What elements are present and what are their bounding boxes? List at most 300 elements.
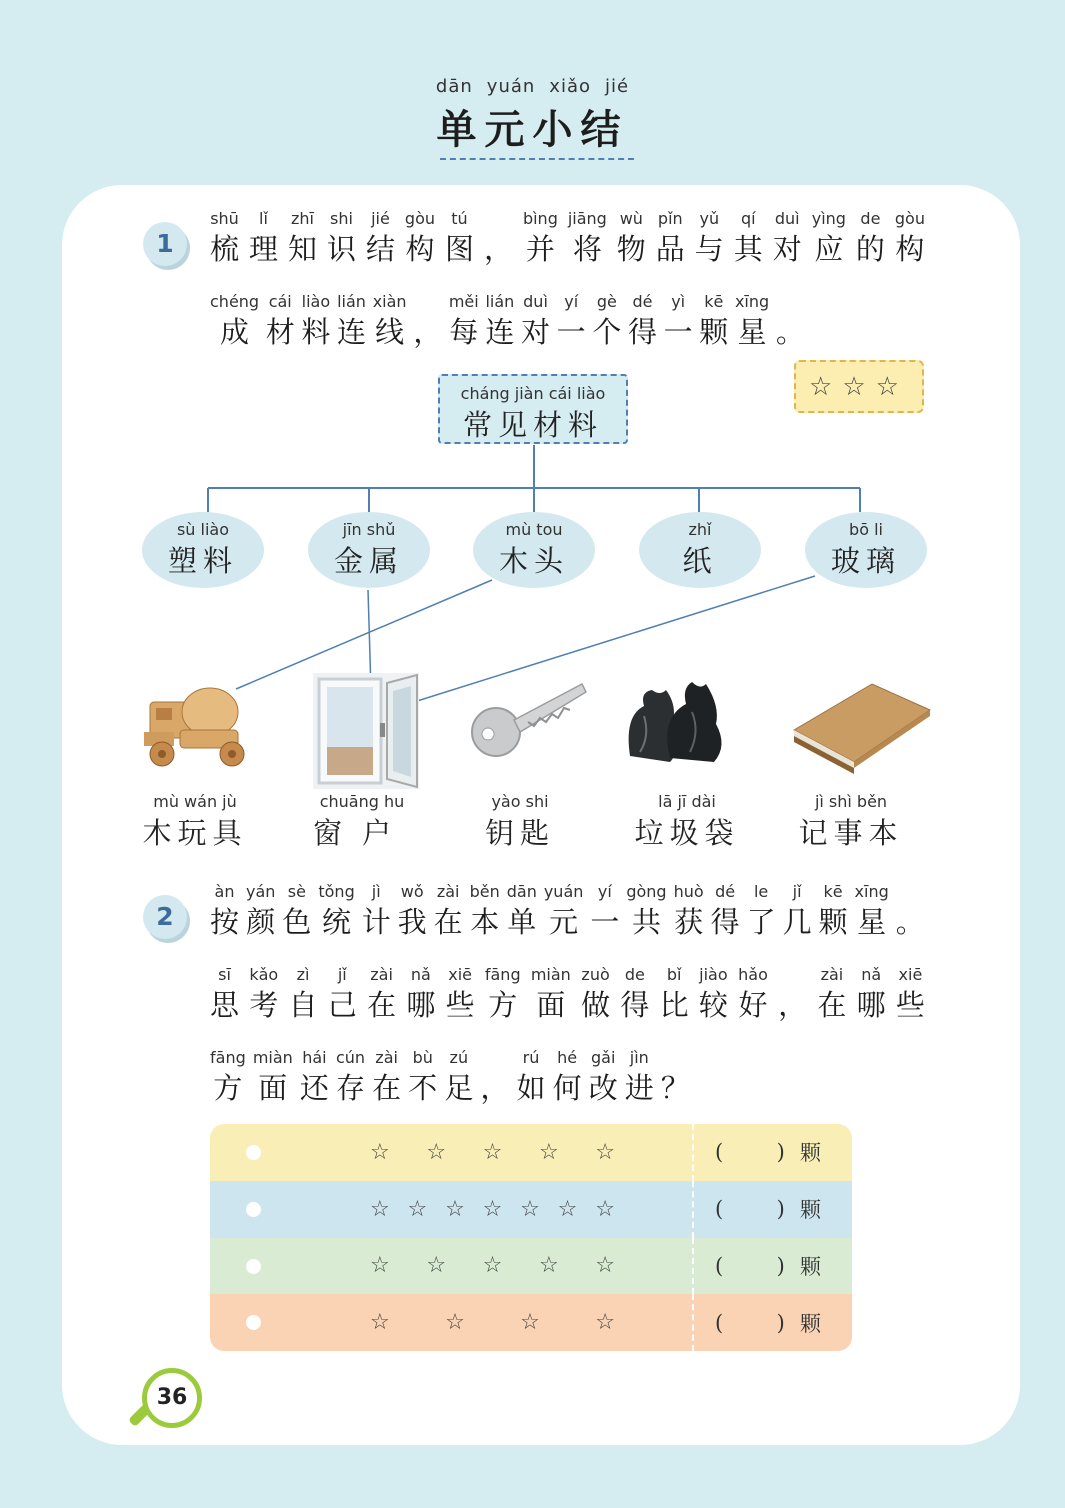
item-key [455, 792, 585, 852]
hanzi: 线 [375, 315, 405, 349]
pinyin: jǐ [337, 965, 347, 984]
title-pinyin-syllable: dān [435, 76, 473, 97]
hanzi: 连 [485, 315, 515, 349]
pinyin-char [485, 964, 521, 1024]
hanzi: 按 [210, 905, 240, 939]
pinyin: de [624, 965, 645, 984]
hanzi: 品 [655, 232, 685, 266]
material-glass[interactable] [805, 512, 927, 588]
pinyin: yí [564, 292, 579, 311]
count-unit: 颗 [800, 1254, 821, 1279]
pinyin-char [282, 881, 311, 941]
hanzi: 比 [659, 988, 689, 1022]
hanzi: 材 [265, 315, 295, 349]
hanzi: ？ [660, 1071, 690, 1105]
hanzi: 构 [895, 232, 925, 266]
hanzi: 足 [444, 1071, 474, 1105]
item-text: 垃圾袋 [634, 816, 740, 850]
window-icon[interactable] [313, 673, 419, 789]
pinyin-char [896, 964, 925, 1024]
column-divider [692, 1181, 694, 1238]
pinyin: hé [557, 1048, 578, 1067]
hanzi: 单 [507, 905, 537, 939]
pinyin: nǎ [861, 965, 882, 984]
pinyin: duì [774, 209, 800, 228]
bullet-dot [246, 1315, 261, 1330]
pinyin: yán [245, 882, 276, 901]
star-icon[interactable]: ☆ [595, 1253, 615, 1279]
pinyin: zhī [290, 209, 314, 228]
hanzi: ， [483, 232, 513, 266]
hanzi: 进 [624, 1071, 654, 1105]
hanzi: 我 [397, 905, 427, 939]
pinyin: gǎi [590, 1048, 616, 1067]
item-pinyin: chuāng hu [319, 792, 405, 811]
pinyin-char [300, 1047, 329, 1107]
hanzi: 每 [449, 315, 479, 349]
material-text: 纸 [682, 544, 718, 578]
pinyin: gòu [894, 209, 925, 228]
item-wooden-toy [130, 792, 260, 852]
key-icon[interactable] [466, 676, 588, 760]
hanzi: 面 [536, 988, 566, 1022]
column-divider [692, 1124, 694, 1181]
hanzi: 本 [470, 905, 500, 939]
pinyin-char [620, 964, 649, 1024]
pinyin: miàn [252, 1048, 293, 1067]
material-text: 玻璃 [830, 544, 901, 578]
star-icon[interactable]: ☆ [370, 1253, 390, 1279]
pinyin-char [699, 964, 728, 1024]
pinyin: kǎo [249, 965, 279, 984]
item-notebook [786, 792, 916, 852]
hanzi: 面 [258, 1071, 288, 1105]
hanzi: 颗 [699, 315, 729, 349]
pinyin: bù [412, 1048, 433, 1067]
pinyin-char [249, 964, 278, 1024]
pinyin: zú [449, 1048, 469, 1067]
hanzi: 共 [631, 905, 661, 939]
pinyin: xiē [448, 965, 472, 984]
star-icon[interactable]: ☆ [538, 1253, 559, 1279]
item-pinyin: lā jī dài [658, 792, 716, 811]
pinyin: yǔ [699, 209, 720, 228]
star-icon[interactable]: ☆ [595, 1139, 615, 1165]
question-2-number: 2 [143, 895, 187, 939]
pinyin-char [289, 964, 318, 1024]
title-pinyin-syllable: jié [605, 76, 630, 97]
hanzi: 存 [336, 1071, 366, 1105]
material-plastic[interactable] [142, 512, 264, 588]
question-2-line-2 [210, 964, 925, 1024]
hanzi: 得 [710, 905, 740, 939]
pinyin: tú [451, 209, 468, 228]
star-row [210, 1294, 852, 1351]
pinyin: bìng [522, 209, 558, 228]
pinyin: lián [337, 292, 366, 311]
pinyin-char [253, 1047, 293, 1107]
pinyin-char [674, 881, 704, 941]
pinyin: jǐ [792, 882, 802, 901]
pinyin-char [855, 881, 889, 941]
column-divider [692, 1294, 694, 1351]
pinyin-char [590, 881, 619, 941]
pinyin: bǐ [666, 965, 682, 984]
bullet-dot [246, 1202, 261, 1217]
pinyin: jìn [629, 1048, 649, 1067]
hanzi: 统 [322, 905, 352, 939]
hanzi: 识 [326, 232, 356, 266]
count-unit: 颗 [800, 1198, 821, 1223]
pinyin-char [406, 964, 435, 1024]
hanzi: 与 [694, 232, 724, 266]
pinyin-char [783, 881, 812, 941]
pinyin: yìng [811, 209, 846, 228]
pinyin: zài [370, 965, 393, 984]
pinyin-char [857, 964, 886, 1024]
pinyin-char [480, 1047, 509, 1107]
pinyin-char [626, 881, 666, 941]
star-count-table [210, 1124, 852, 1351]
notebook-icon[interactable] [790, 680, 932, 775]
pinyin: fāng [484, 965, 521, 984]
pinyin: cún [335, 1048, 366, 1067]
item-text: 窗户 [312, 816, 411, 850]
pinyin-char [318, 881, 354, 941]
pinyin: lián [485, 292, 515, 311]
material-pinyin: zhǐ [688, 520, 712, 539]
star-icon[interactable]: ☆ [370, 1310, 390, 1336]
hanzi: 物 [616, 232, 646, 266]
pinyin: sè [287, 882, 306, 901]
pinyin-char [362, 881, 391, 941]
hanzi: 知 [287, 232, 317, 266]
hanzi: 得 [627, 315, 657, 349]
pinyin: měi [448, 292, 479, 311]
material-metal[interactable] [308, 512, 430, 588]
material-pinyin: mù tou [505, 520, 563, 539]
pinyin: xīng [734, 292, 770, 311]
pinyin: pǐn [657, 209, 683, 228]
hanzi: 计 [361, 905, 391, 939]
pinyin: de [860, 209, 881, 228]
pinyin: dé [715, 882, 736, 901]
count-blank[interactable]: ( ) [715, 1140, 785, 1165]
hanzi: 还 [299, 1071, 329, 1105]
pinyin-char [747, 881, 776, 941]
hanzi: 几 [782, 905, 812, 939]
pinyin: rú [522, 1048, 540, 1067]
pinyin-char [660, 964, 689, 1024]
pinyin-char [328, 964, 357, 1024]
pinyin: tǒng [318, 882, 355, 901]
item-garbage-bag [622, 792, 752, 852]
star-icon[interactable]: ☆ [426, 1253, 447, 1279]
hanzi: 方 [488, 988, 518, 1022]
pinyin-char [778, 964, 807, 1024]
pinyin: chéng [210, 292, 260, 311]
pinyin-char [517, 1047, 546, 1107]
star-icon[interactable]: ☆ [538, 1139, 559, 1165]
pinyin: yuán [543, 882, 584, 901]
pinyin: wǒ [400, 882, 424, 901]
bullet-dot [246, 1145, 261, 1160]
star-icon[interactable]: ☆ [370, 1139, 390, 1165]
hanzi: 其 [733, 232, 763, 266]
pinyin-char [531, 964, 571, 1024]
pinyin-char [210, 964, 239, 1024]
hanzi: 做 [581, 988, 611, 1022]
hanzi: 较 [698, 988, 728, 1022]
star-icon[interactable]: ☆ [445, 1310, 465, 1336]
pinyin: fāng [210, 1048, 246, 1067]
pinyin: cái [268, 292, 292, 311]
pinyin-char [738, 964, 768, 1024]
pinyin: gòng [626, 882, 667, 901]
star-icon[interactable]: ☆ [520, 1310, 540, 1336]
pinyin: duì [523, 292, 548, 311]
hanzi: ， [413, 315, 443, 349]
hanzi: 一 [556, 315, 586, 349]
pinyin-char [817, 964, 846, 1024]
hanzi: 颗 [818, 905, 848, 939]
hanzi: 图 [444, 232, 474, 266]
hanzi: 些 [445, 988, 475, 1022]
pinyin: jié [371, 209, 390, 228]
hanzi: 不 [408, 1071, 438, 1105]
pinyin: zài [436, 882, 460, 901]
item-text: 记事本 [798, 816, 904, 850]
pinyin-char [398, 881, 427, 941]
pinyin-char [210, 881, 239, 941]
count-blank[interactable]: ( ) [715, 1197, 785, 1222]
star-icon[interactable]: ☆ [595, 1196, 615, 1222]
hanzi: 个 [592, 315, 622, 349]
pinyin: zài [375, 1048, 398, 1067]
title-pinyin-syllable: xiǎo [549, 76, 591, 97]
star-icon[interactable]: ☆ [426, 1139, 447, 1165]
star-icon[interactable]: ☆ [520, 1196, 540, 1222]
star-icon[interactable]: ☆ [595, 1310, 615, 1336]
material-pinyin: sù liào [176, 520, 230, 539]
question-2-line-3 [210, 1047, 690, 1107]
hanzi: 考 [249, 988, 279, 1022]
hanzi: 。 [895, 905, 925, 939]
pinyin: kē [823, 882, 843, 901]
hanzi: 己 [327, 988, 357, 1022]
pinyin: liào [301, 292, 331, 311]
bullet-dot [246, 1259, 261, 1274]
material-wood[interactable] [473, 512, 595, 588]
pinyin: zuò [581, 965, 610, 984]
hanzi: 在 [817, 988, 847, 1022]
pinyin: wù [619, 209, 643, 228]
pinyin: dān [506, 882, 537, 901]
pinyin: le [753, 882, 769, 901]
center-text: 常见材料 [462, 408, 603, 442]
hanzi: 得 [620, 988, 650, 1022]
hanzi: 在 [372, 1071, 402, 1105]
page-number: 36 [142, 1368, 202, 1428]
star-icon[interactable]: ☆ [445, 1196, 465, 1222]
hanzi: 连 [337, 315, 367, 349]
hanzi: 色 [282, 905, 312, 939]
material-pinyin: jīn shǔ [342, 520, 396, 539]
star-icon[interactable]: ☆ [557, 1196, 578, 1222]
hanzi: 的 [855, 232, 885, 266]
wooden-toy-truck-icon[interactable] [140, 680, 252, 772]
hanzi: 自 [288, 988, 318, 1022]
hanzi: 星 [737, 315, 767, 349]
hanzi: 改 [588, 1071, 618, 1105]
pinyin-char [367, 964, 396, 1024]
pinyin: gòu [404, 209, 436, 228]
hanzi: 元 [549, 905, 579, 939]
hanzi: 对 [772, 232, 802, 266]
pinyin: dé [632, 292, 653, 311]
hanzi: 颜 [246, 905, 276, 939]
pinyin: hǎo [738, 965, 768, 984]
pinyin-char [661, 1047, 690, 1107]
count-blank[interactable]: ( ) [715, 1310, 785, 1335]
hanzi: 。 [775, 315, 805, 349]
pinyin: hái [302, 1048, 327, 1067]
pinyin: miàn [530, 965, 571, 984]
material-text: 木头 [498, 544, 569, 578]
pinyin: jiào [699, 965, 728, 984]
pinyin-char [336, 1047, 365, 1107]
pinyin: jiāng [567, 209, 607, 228]
pinyin: shū [210, 209, 239, 228]
pinyin: yì [671, 292, 686, 311]
hanzi: 些 [895, 988, 925, 1022]
pinyin-char [408, 1047, 437, 1107]
item-window [297, 792, 427, 852]
question-2-line-1 [210, 881, 925, 941]
star-group [370, 1140, 615, 1165]
count-blank[interactable]: ( ) [715, 1253, 785, 1278]
hanzi: 结 [365, 232, 395, 266]
star-row [210, 1124, 852, 1181]
pinyin-char [372, 1047, 401, 1107]
pinyin-char [553, 1047, 582, 1107]
column-divider [692, 1238, 694, 1295]
pinyin: xiē [898, 965, 923, 984]
material-text: 塑料 [167, 544, 238, 578]
pinyin-char [819, 881, 848, 941]
q1-star-box: ☆☆☆ [794, 360, 924, 413]
pinyin: sī [218, 965, 231, 984]
pinyin-char [507, 881, 537, 941]
hanzi: 将 [572, 232, 602, 266]
pinyin-char [470, 881, 500, 941]
pinyin: xiàn [372, 292, 407, 311]
star-group [370, 1253, 615, 1278]
pinyin: zì [296, 965, 310, 984]
hanzi: 哪 [856, 988, 886, 1022]
pinyin: běn [469, 882, 500, 901]
hanzi: 构 [405, 232, 435, 266]
star-icon[interactable]: ☆ [482, 1253, 503, 1279]
garbage-bag-icon[interactable] [620, 676, 734, 766]
star-row [210, 1238, 852, 1295]
match-line-glass-window[interactable] [398, 576, 815, 707]
pinyin: shi [330, 209, 353, 228]
pinyin-char [246, 881, 275, 941]
hanzi: 一 [663, 315, 693, 349]
hanzi: 在 [367, 988, 397, 1022]
item-pinyin: mù wán jù [153, 792, 237, 811]
hanzi: 思 [210, 988, 240, 1022]
star-icon[interactable]: ☆ [482, 1196, 503, 1222]
hanzi: 何 [552, 1071, 582, 1105]
item-pinyin: jì shì běn [814, 792, 888, 811]
count-unit: 颗 [800, 1311, 821, 1336]
center-pinyin: cháng jiàn cái liào [460, 384, 606, 403]
hanzi: 并 [525, 232, 555, 266]
star-icon[interactable]: ☆ [482, 1139, 503, 1165]
hanzi: 在 [433, 905, 463, 939]
pinyin: yí [597, 882, 612, 901]
material-pinyin: bō li [849, 520, 883, 539]
hanzi: 对 [521, 315, 551, 349]
pinyin-char [581, 964, 610, 1024]
item-text: 钥匙 [484, 816, 555, 850]
pinyin-char [444, 1047, 473, 1107]
hanzi: 料 [301, 315, 331, 349]
hanzi: 一 [590, 905, 620, 939]
hanzi: 应 [814, 232, 844, 266]
pinyin: zài [820, 965, 844, 984]
star-group [370, 1197, 615, 1222]
star-icon[interactable]: ☆ [407, 1196, 428, 1222]
pinyin: gè [596, 292, 617, 311]
pinyin-char [711, 881, 740, 941]
hanzi: 理 [248, 232, 278, 266]
pinyin-char [589, 1047, 618, 1107]
hanzi: ， [778, 988, 808, 1022]
question-1-number: 1 [143, 222, 187, 266]
pinyin-char [210, 1047, 246, 1107]
item-pinyin: yào shi [491, 792, 549, 811]
pinyin-char [625, 1047, 654, 1107]
hanzi: 哪 [406, 988, 436, 1022]
pinyin-char [434, 881, 463, 941]
pinyin: nǎ [410, 965, 431, 984]
hanzi: ， [480, 1071, 510, 1105]
pinyin: qí [740, 209, 756, 228]
hanzi: 方 [213, 1071, 243, 1105]
hanzi: 好 [738, 988, 768, 1022]
star-icon[interactable]: ☆ [370, 1196, 390, 1222]
hanzi: 获 [674, 905, 704, 939]
pinyin-char [544, 881, 584, 941]
page-title: 单元小结 [436, 106, 629, 153]
pinyin: lǐ [259, 209, 268, 228]
pinyin-char [896, 881, 925, 941]
pinyin: àn [214, 882, 235, 901]
item-text: 木玩具 [142, 816, 248, 850]
hanzi: 成 [220, 315, 250, 349]
star-group [370, 1310, 615, 1335]
hanzi: 星 [857, 905, 887, 939]
pinyin: xīng [854, 882, 889, 901]
material-paper[interactable] [639, 512, 761, 588]
star-row [210, 1181, 852, 1238]
pinyin: jì [371, 882, 381, 901]
pinyin-char [446, 964, 475, 1024]
pinyin: kē [704, 292, 724, 311]
